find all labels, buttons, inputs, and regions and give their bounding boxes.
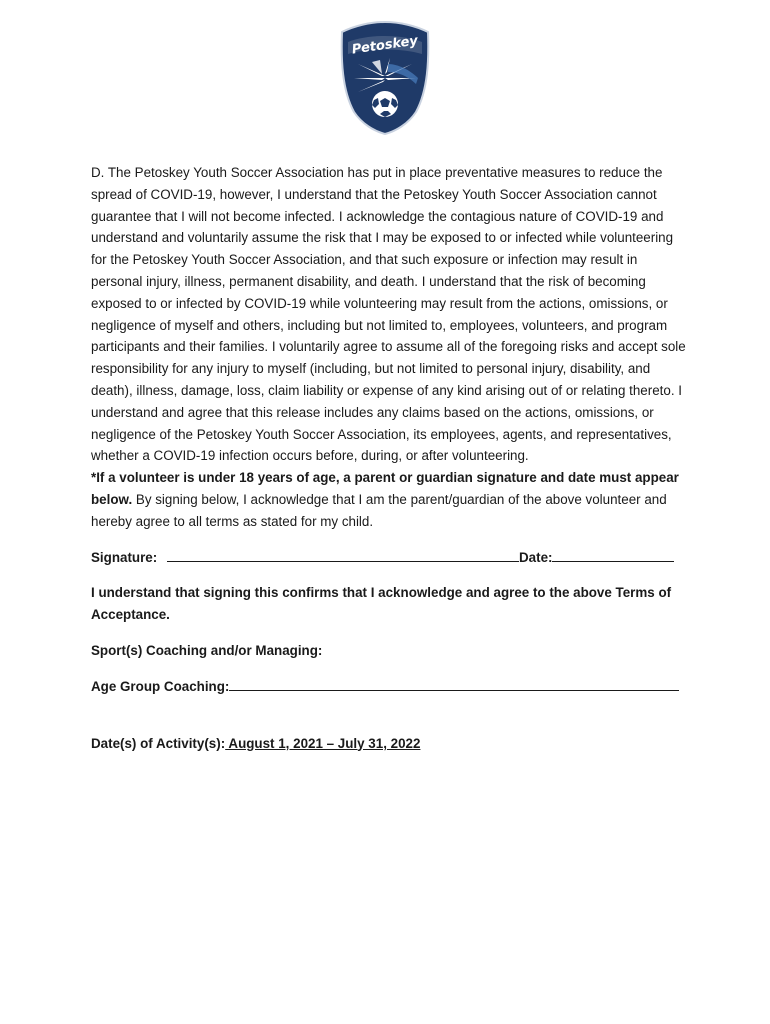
minor-notice-regular: By signing below, I acknowledge that I am the parent/guardian of the above volunteer and hereby agree to all terms as stated for my child. [91,491,667,529]
sports-row [91,640,691,662]
minor-notice [91,467,691,532]
confirmation-text: I understand that signing this confirms that I acknowledge and agree to the above Terms of Acceptance. [91,585,672,623]
activity-label: Date(s) of Activity(s): [91,735,226,751]
logo-text: Petoskey [351,33,419,58]
date-line[interactable] [552,547,674,562]
paragraph-d: D. The Petoskey Youth Soccer Association has put in place preventative measures to reduce the spread of COVID-19, however, I understand that the Petoskey Youth Soccer Association cannot guarantee that I will not become infected. I acknowledge the contagious nature of COVID-19 and understand and voluntarily assume the risk that I may be exposed to or infected while volunteering for the Petoskey Youth Soccer Association, and that such exposure or infection may result in personal injury, illness, permanent disability, and death. I understand that the risk of becoming exposed to or infected by COVID-19 while volunteering may result from the actions, omissions, or negligence of myself and others, including but not limited to, employees, volunteers, and program participants and their families. I voluntarily agree to assume all of the foregoing risks and accept sole responsibility for any injury to myself (including, but not limited to personal injury, disability, and death), illness, damage, loss, claim liability or expense of any kind arising out of or relating thereto. I understand and agree that this release includes any claims based on the actions, omissions, or negligence of the Petoskey Youth Soccer Association, its employees, agents, and representatives, whether a COVID-19 infection occurs before, during, or after volunteering. [91,165,686,464]
date-label: Date: [519,549,553,565]
activity-dates-value: August 1, 2021 – July 31, 2022 [225,735,421,751]
sports-label: Sport(s) Coaching and/or Managing: [91,642,323,658]
signature-line[interactable] [167,547,519,562]
minor-notice-bold: *If a volunteer is under 18 years of age, a parent or guardian signature and date must appear below. [91,470,679,507]
signature-label: Signature: [91,549,158,565]
age-group-label: Age Group Coaching: [91,678,230,694]
signature-row [91,547,691,569]
shield-icon [338,20,432,136]
age-group-row [91,676,691,698]
age-group-line[interactable] [229,676,679,691]
petoskey-logo [338,20,432,136]
document-body [91,162,691,754]
activity-dates-row [91,733,691,755]
